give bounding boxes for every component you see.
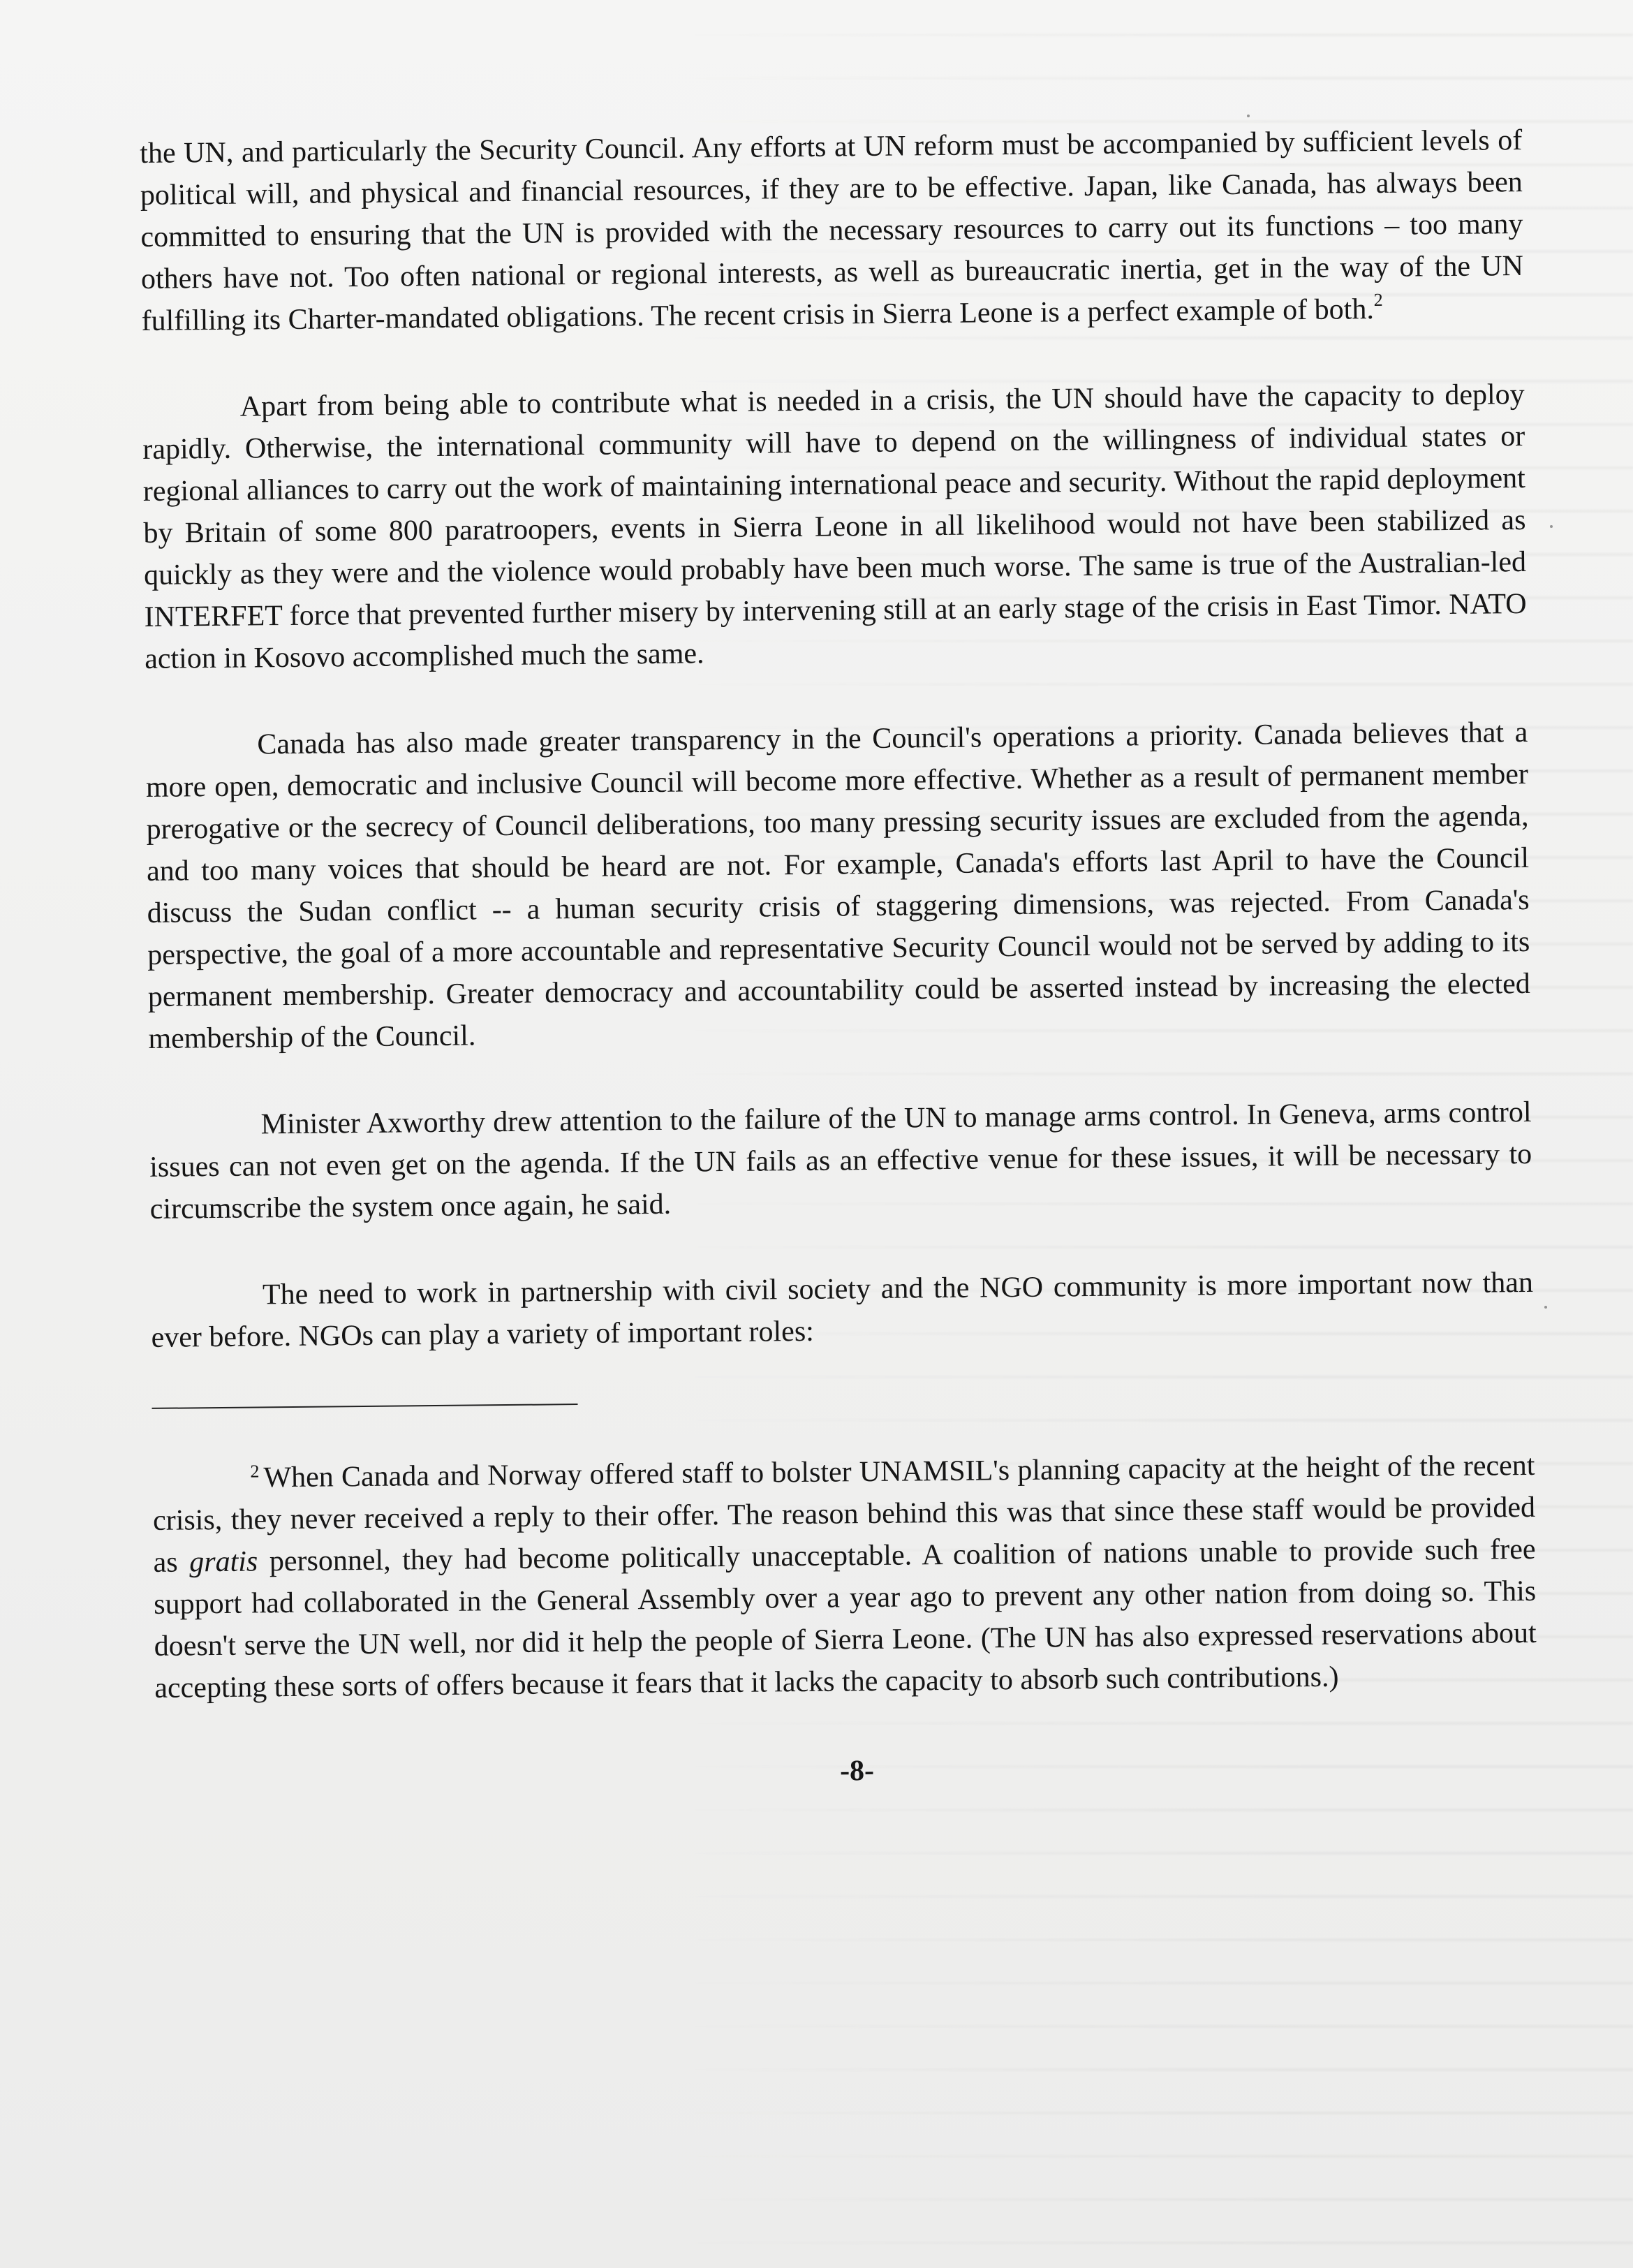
paragraph-arms-control: Minister Axworthy drew attention to the failure of the UN to manage arms control. In Geneva, arms control issues can not even get on the agenda. If the UN fails as an effective venue for these issues, it will be necessary to circumscribe the system once again, he said.: [149, 1096, 1532, 1225]
footnote-separator: [152, 1404, 578, 1409]
footnote-marker: 2: [250, 1461, 260, 1482]
paragraph-civil-society: The need to work in partnership with civil society and the NGO community is more important now than ever before. NGOs can play a variety of important roles:: [151, 1266, 1534, 1354]
paragraph-transparency: Canada has also made greater transparency in the Council's operations a priority. Canada believes that a more open, democratic and inclusive Council will become more effective. Whether as a result of permanent member prerogative or the secrecy of Council deliberations, too many pressing security issues are excluded from the agenda, and too many voices that should be heard are not. For example, Canada's efforts last April to have the Council discuss the Sudan conflict -- a human security crisis of staggering dimensions, was rejected. From Canada's perspective, the goal of a more accountable and representative Security Council would not be served by adding to its permanent membership. Greater democracy and accountability could be asserted instead by increasing the elected membership of the Council.: [145, 716, 1531, 1055]
paragraph-rapid-deployment: Apart from being able to contribute what is needed in a crisis, the UN should have the capacity to deploy rapidly. Otherwise, the international community will have to depend on the willingness of individual states or regional alliances to carry out the work of maintaining international peace and security. Without the rapid deployment by Britain of some 800 paratroopers, events in Sierra Leone in all likelihood would not have been stabilized as quickly as they were and the violence would probably have been much worse. The same is true of the Australian-led INTERFET force that prevented further misery by intervening still at an early stage of the crisis in East Timor. NATO action in Kosovo accomplished much the same.: [142, 378, 1527, 675]
footnote-text-start: When Canada and Norway offered staff to bolster UNAMSIL's planning capacity at the height of the recent crisis, they never received a reply to their offer. The reason behind this was that since these staff would be provided as: [152, 1449, 1536, 1579]
paragraph-text: the UN, and particularly the Security Council. Any efforts at UN reform must be accompanied by sufficient levels of political will, and physical and financial resources, if they are to be effective. Japan, like Canada, has always been committed to ensuring that the UN is provided with the necessary resources to carry out its functions – too many others have not. Too often national or regional interests, as well as bureaucratic inertia, get in the way of the UN fulfilling its Charter-mandated obligations. The recent crisis in Sierra Leone is a perfect example of both.: [140, 124, 1524, 337]
scan-speck: [1550, 525, 1553, 528]
scan-speck: [1247, 115, 1250, 117]
footnote-italic-term: gratis: [189, 1545, 258, 1579]
footnote-reference: 2: [1373, 289, 1383, 311]
footnote: [152, 1445, 1537, 1709]
scan-speck: [1544, 1306, 1547, 1309]
footnote-text-end: personnel, they had become politically unacceptable. A coalition of nations unable to provide such free support had collaborated in the General Assembly over a year ago to prevent any other nation from doing so. This doesn't serve the UN well, nor did it help the people of Sierra Leone. (The UN has also expressed reservations about accepting these sorts of offers because it fears that it lacks the capacity to absorb such contributions.): [154, 1533, 1537, 1704]
page-body: [140, 119, 1538, 1799]
paragraph-un-reform: [140, 119, 1524, 342]
page-number: -8-: [839, 1755, 875, 1788]
